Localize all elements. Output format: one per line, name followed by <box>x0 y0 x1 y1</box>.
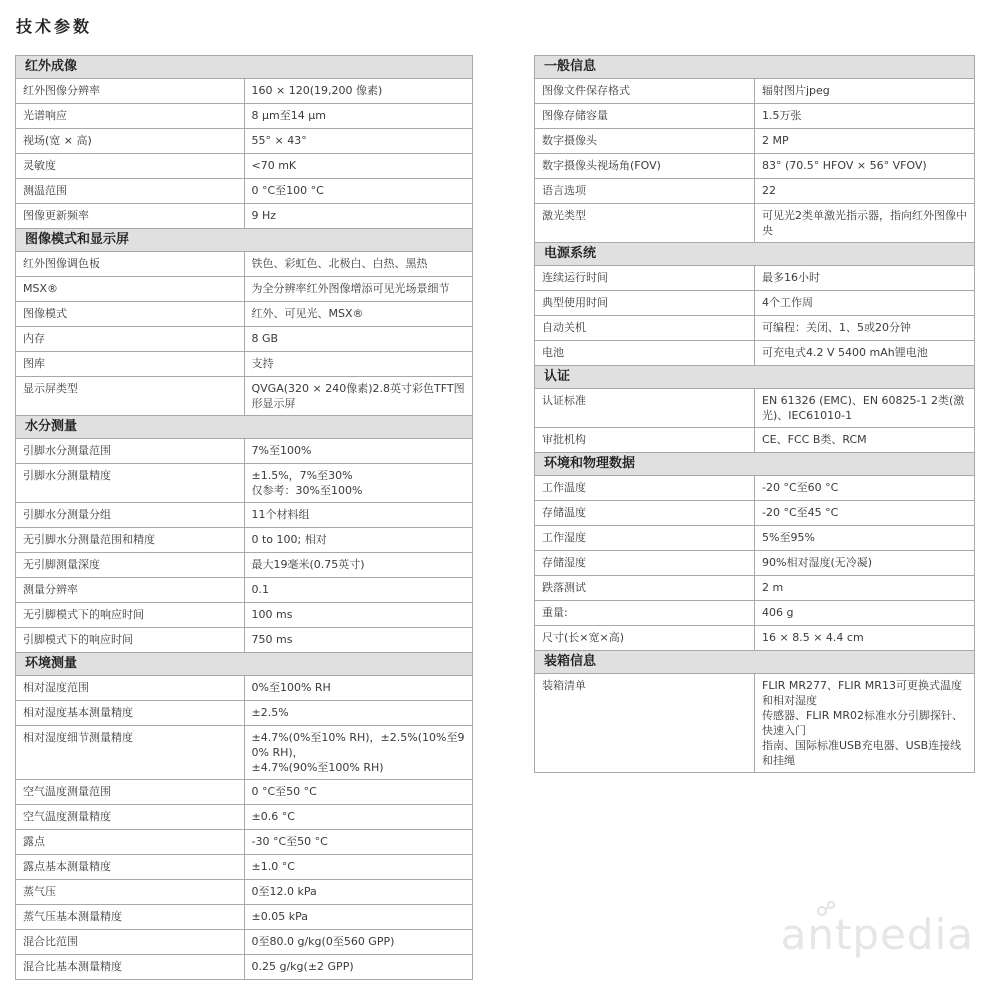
spec-label: 显示屏类型 <box>16 377 245 416</box>
spec-label: 审批机构 <box>535 428 755 453</box>
spec-row <box>535 341 975 366</box>
spec-value <box>244 930 473 955</box>
spec-value <box>755 551 975 576</box>
spec-value <box>244 439 473 464</box>
spec-row <box>535 104 975 129</box>
spec-value-line: 90%相对湿度(无冷凝) <box>762 556 873 569</box>
spec-value-line: FLIR MR277、FLIR MR13可更换式温度和相对湿度 <box>762 679 962 707</box>
spec-value <box>755 428 975 453</box>
spec-label: 相对湿度细节测量精度 <box>16 726 245 780</box>
spec-value-line: ±1.0 °C <box>251 860 295 873</box>
spec-value <box>244 905 473 930</box>
spec-label: 自动关机 <box>535 316 755 341</box>
spec-value-line: 0 °C至100 °C <box>251 184 324 197</box>
spec-value <box>755 291 975 316</box>
spec-label: 引脚水分测量范围 <box>16 439 245 464</box>
left-spec-table <box>15 55 473 980</box>
spec-label: 重量: <box>535 601 755 626</box>
spec-value-line: ±4.7%(90%至100% RH) <box>251 761 384 774</box>
spec-row <box>535 674 975 773</box>
spec-value-line: 为全分辨率红外图像增添可见光场景细节 <box>251 282 450 295</box>
spec-row <box>16 179 473 204</box>
spec-value-line: ±2.5% <box>251 706 289 719</box>
section-title: 认证 <box>535 366 975 389</box>
spec-label: 空气温度测量范围 <box>16 780 245 805</box>
spec-value-line: <70 mK <box>251 159 297 172</box>
spec-row <box>16 628 473 653</box>
spec-value-line: 0 to 100; 相对 <box>251 533 327 546</box>
spec-label: 数字摄像头 <box>535 129 755 154</box>
spec-value <box>755 154 975 179</box>
spec-label: 无引脚测量深度 <box>16 553 245 578</box>
spec-label: 相对湿度基本测量精度 <box>16 701 245 726</box>
spec-row <box>16 129 473 154</box>
spec-value-line: 红外、可见光、MSX® <box>251 307 364 320</box>
spec-value <box>244 701 473 726</box>
spec-value-line: 可充电式4.2 V 5400 mAh锂电池 <box>762 346 928 359</box>
section-title: 环境测量 <box>16 653 473 676</box>
spec-label: 语言选项 <box>535 179 755 204</box>
spec-label: 数字摄像头视场角(FOV) <box>535 154 755 179</box>
spec-value <box>244 464 473 503</box>
spec-value <box>244 129 473 154</box>
section-title: 水分测量 <box>16 416 473 439</box>
right-spec-table <box>534 55 975 773</box>
spec-label: 视场(宽 × 高) <box>16 129 245 154</box>
spec-label: 灵敏度 <box>16 154 245 179</box>
spec-value <box>244 553 473 578</box>
section-header <box>535 56 975 79</box>
spec-value-line: 160 × 120(19,200 像素) <box>251 84 383 97</box>
spec-label: 装箱清单 <box>535 674 755 773</box>
spec-value <box>755 204 975 243</box>
spec-label: 激光类型 <box>535 204 755 243</box>
spec-value-line: 0%至100% RH <box>251 681 331 694</box>
spec-row <box>535 204 975 243</box>
spec-value-line: 0至80.0 g/kg(0至560 GPP) <box>251 935 395 948</box>
spec-value <box>755 601 975 626</box>
spec-row <box>535 291 975 316</box>
spec-value-line: 8 μm至14 μm <box>251 109 326 122</box>
spec-value-line: ±0.6 °C <box>251 810 295 823</box>
section-title: 红外成像 <box>16 56 473 79</box>
spec-value <box>244 780 473 805</box>
spec-value <box>244 204 473 229</box>
spec-value <box>755 341 975 366</box>
spec-row <box>535 601 975 626</box>
spec-label: 红外图像分辨率 <box>16 79 245 104</box>
spec-row <box>16 603 473 628</box>
spec-label: 尺寸(长×宽×高) <box>535 626 755 651</box>
spec-row <box>16 104 473 129</box>
spec-label: 工作湿度 <box>535 526 755 551</box>
spec-label: 露点基本测量精度 <box>16 855 245 880</box>
spec-row <box>16 880 473 905</box>
spec-row <box>16 955 473 980</box>
spec-value <box>755 476 975 501</box>
spec-value-line: 0.25 g/kg(±2 GPP) <box>251 960 354 973</box>
spec-label: 光谱响应 <box>16 104 245 129</box>
spec-label: 测量分辨率 <box>16 578 245 603</box>
spec-value <box>244 830 473 855</box>
section-title: 装箱信息 <box>535 651 975 674</box>
spec-value-line: 传感器、FLIR MR02标准水分引脚探针、快速入门 <box>762 709 963 737</box>
spec-value <box>244 352 473 377</box>
spec-label: 图像文件保存格式 <box>535 79 755 104</box>
spec-value <box>755 526 975 551</box>
spec-value-line: 406 g <box>762 606 794 619</box>
spec-value-line: 最多16小时 <box>762 271 820 284</box>
spec-value-line: 83° (70.5° HFOV × 56° VFOV) <box>762 159 927 172</box>
spec-label: 存储湿度 <box>535 551 755 576</box>
spec-row <box>535 129 975 154</box>
spec-row <box>16 464 473 503</box>
spec-row <box>16 439 473 464</box>
spec-label: 跌落测试 <box>535 576 755 601</box>
spec-label: 空气温度测量精度 <box>16 805 245 830</box>
spec-value-line: 0至12.0 kPa <box>251 885 317 898</box>
spec-value-line: ±4.7%(0%至10% RH)，±2.5%(10%至90% RH)， <box>251 731 465 759</box>
spec-row <box>16 79 473 104</box>
spec-value-line: 22 <box>762 184 776 197</box>
spec-value <box>244 277 473 302</box>
spec-value <box>755 316 975 341</box>
spec-value <box>755 104 975 129</box>
spec-label: 认证标准 <box>535 389 755 428</box>
spec-value-line: QVGA(320 × 240像素)2.8英寸彩色TFT图形显示屏 <box>251 382 465 410</box>
spec-row <box>16 830 473 855</box>
spec-row <box>16 252 473 277</box>
spec-label: 图像模式 <box>16 302 245 327</box>
section-header <box>16 653 473 676</box>
spec-value <box>755 179 975 204</box>
spec-value-line: 4个工作周 <box>762 296 813 309</box>
spec-row <box>535 428 975 453</box>
spec-label: 蒸气压 <box>16 880 245 905</box>
spec-label: 内存 <box>16 327 245 352</box>
spec-value-line: EN 61326 (EMC)、EN 60825-1 2类(激光)、IEC61010-1 <box>762 394 965 422</box>
spec-value-line: 辐射图片jpeg <box>762 84 830 97</box>
spec-row <box>16 805 473 830</box>
section-title: 电源系统 <box>535 243 975 266</box>
spec-value-line: 55° × 43° <box>251 134 307 147</box>
spec-row <box>16 780 473 805</box>
spec-row <box>16 905 473 930</box>
left-spec-column <box>15 55 473 980</box>
section-title: 一般信息 <box>535 56 975 79</box>
spec-value-line: 0.1 <box>251 583 269 596</box>
spec-label: 引脚模式下的响应时间 <box>16 628 245 653</box>
spec-value <box>244 377 473 416</box>
spec-row <box>16 930 473 955</box>
watermark-logo: antpedia <box>780 910 974 959</box>
section-header <box>16 229 473 252</box>
spec-row <box>16 553 473 578</box>
spec-label: 图像更新频率 <box>16 204 245 229</box>
spec-label: 无引脚模式下的响应时间 <box>16 603 245 628</box>
spec-value <box>755 674 975 773</box>
spec-row <box>16 377 473 416</box>
spec-row <box>535 154 975 179</box>
spec-value <box>755 129 975 154</box>
spec-value-line: -20 °C至45 °C <box>762 506 839 519</box>
spec-value <box>244 578 473 603</box>
section-header <box>535 453 975 476</box>
spec-row <box>16 154 473 179</box>
spec-value-line: -30 °C至50 °C <box>251 835 328 848</box>
right-spec-column <box>534 55 975 773</box>
spec-row <box>535 576 975 601</box>
spec-label: 图像存储容量 <box>535 104 755 129</box>
spec-row <box>535 476 975 501</box>
section-header <box>535 366 975 389</box>
section-header <box>16 56 473 79</box>
spec-value <box>244 955 473 980</box>
spec-value <box>755 79 975 104</box>
spec-value-line: 9 Hz <box>251 209 277 222</box>
spec-label: 引脚水分测量分组 <box>16 503 245 528</box>
spec-row <box>16 726 473 780</box>
spec-value <box>244 154 473 179</box>
spec-value <box>244 327 473 352</box>
spec-row <box>535 501 975 526</box>
spec-value <box>755 501 975 526</box>
spec-row <box>535 316 975 341</box>
spec-row <box>535 266 975 291</box>
spec-value-line: 可见光2类单激光指示器，指向红外图像中央 <box>762 209 967 237</box>
spec-value <box>244 726 473 780</box>
spec-value-line: 8 GB <box>251 332 279 345</box>
spec-value <box>244 302 473 327</box>
spec-label: 露点 <box>16 830 245 855</box>
spec-value <box>244 676 473 701</box>
spec-row <box>16 277 473 302</box>
spec-value-line: 2 MP <box>762 134 789 147</box>
spec-row <box>16 528 473 553</box>
spec-value <box>244 79 473 104</box>
spec-row <box>535 551 975 576</box>
spec-value <box>244 528 473 553</box>
spec-value-line: 0 °C至50 °C <box>251 785 317 798</box>
spec-row <box>535 389 975 428</box>
spec-row <box>16 352 473 377</box>
spec-value-line: ±1.5%，7%至30% <box>251 469 353 482</box>
spec-value-line: 2 m <box>762 581 784 594</box>
spec-value-line: 16 × 8.5 × 4.4 cm <box>762 631 864 644</box>
spec-value <box>244 628 473 653</box>
spec-row <box>16 676 473 701</box>
spec-label: 无引脚水分测量范围和精度 <box>16 528 245 553</box>
page-title: 技术参数 <box>16 17 93 36</box>
spec-value-line: 仅参考：30%至100% <box>251 484 363 497</box>
spec-label: 蒸气压基本测量精度 <box>16 905 245 930</box>
spec-row <box>16 302 473 327</box>
section-header <box>535 651 975 674</box>
spec-label: 存储温度 <box>535 501 755 526</box>
spec-row <box>16 503 473 528</box>
spec-label: 电池 <box>535 341 755 366</box>
spec-value-line: 1.5万张 <box>762 109 802 122</box>
section-header <box>535 243 975 266</box>
spec-row <box>535 526 975 551</box>
spec-value-line: ±0.05 kPa <box>251 910 308 923</box>
section-title: 环境和物理数据 <box>535 453 975 476</box>
spec-value <box>755 626 975 651</box>
spec-value-line: 铁色、彩虹色、北极白、白热、黑热 <box>251 257 428 270</box>
spec-value-line: 可编程：关闭、1、5或20分钟 <box>762 321 911 334</box>
spec-value-line: 5%至95% <box>762 531 815 544</box>
spec-value <box>244 805 473 830</box>
spec-value <box>755 266 975 291</box>
spec-value-line: 最大19毫米(0.75英寸) <box>251 558 365 571</box>
spec-label: 图库 <box>16 352 245 377</box>
spec-value <box>755 576 975 601</box>
spec-row <box>16 204 473 229</box>
spec-value-line: 750 ms <box>251 633 293 646</box>
spec-value <box>244 503 473 528</box>
spec-value-line: CE、FCC B类、RCM <box>762 433 867 446</box>
spec-label: 混合比基本测量精度 <box>16 955 245 980</box>
spec-label: 引脚水分测量精度 <box>16 464 245 503</box>
section-title: 图像模式和显示屏 <box>16 229 473 252</box>
spec-row <box>16 578 473 603</box>
spec-row <box>535 179 975 204</box>
spec-value-line: 支持 <box>251 357 274 370</box>
section-header <box>16 416 473 439</box>
spec-value <box>755 389 975 428</box>
spec-label: 测温范围 <box>16 179 245 204</box>
spec-value <box>244 855 473 880</box>
spec-label: 相对湿度范围 <box>16 676 245 701</box>
spec-value-line: 指南、国际标准USB充电器、USB连接线和挂绳 <box>762 739 962 767</box>
spec-label: 混合比范围 <box>16 930 245 955</box>
spec-value <box>244 252 473 277</box>
spec-value-line: 11个材料组 <box>251 508 310 521</box>
spec-label: 红外图像调色板 <box>16 252 245 277</box>
spec-value-line: 7%至100% <box>251 444 312 457</box>
spec-value <box>244 104 473 129</box>
spec-label: MSX® <box>16 277 245 302</box>
spec-value <box>244 179 473 204</box>
spec-label: 连续运行时间 <box>535 266 755 291</box>
spec-value <box>244 880 473 905</box>
spec-row <box>535 79 975 104</box>
spec-value-line: -20 °C至60 °C <box>762 481 839 494</box>
spec-row <box>535 626 975 651</box>
spec-row <box>16 701 473 726</box>
spec-value <box>244 603 473 628</box>
spec-row <box>16 327 473 352</box>
spec-value-line: 100 ms <box>251 608 293 621</box>
spec-label: 典型使用时间 <box>535 291 755 316</box>
spec-label: 工作温度 <box>535 476 755 501</box>
spec-row <box>16 855 473 880</box>
